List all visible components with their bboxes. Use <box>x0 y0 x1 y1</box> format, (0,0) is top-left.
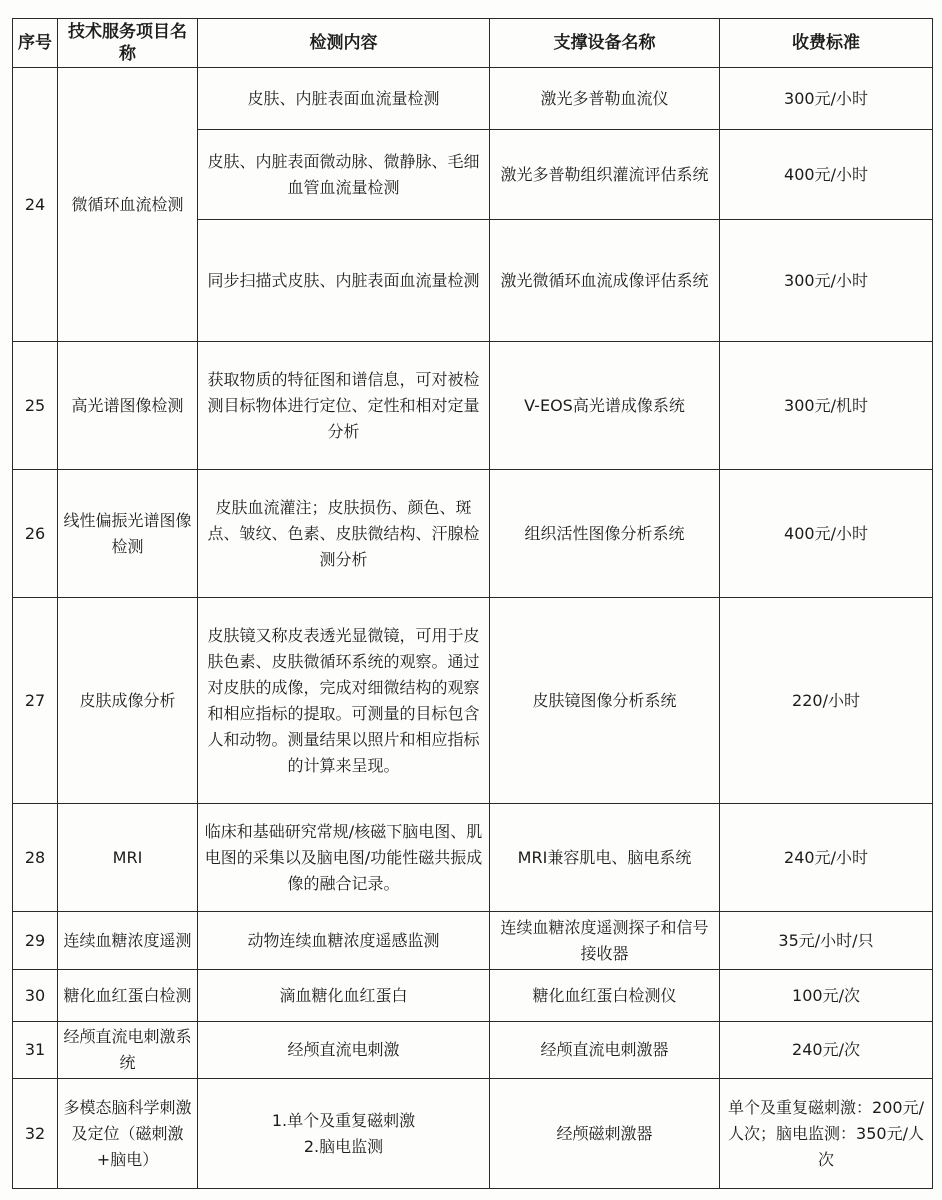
header-fee: 收费标准 <box>720 19 933 68</box>
row-no: 27 <box>13 598 58 804</box>
row-fee: 300元/小时 <box>720 68 933 130</box>
table-row <box>13 912 933 970</box>
row-equipment: 皮肤镜图像分析系统 <box>490 598 720 804</box>
row-no: 29 <box>13 912 58 970</box>
row-fee: 240元/小时 <box>720 804 933 912</box>
row-no: 24 <box>13 68 58 342</box>
row-fee: 35元/小时/只 <box>720 912 933 970</box>
row-equipment: 激光多普勒血流仪 <box>490 68 720 130</box>
row-equipment: 经颅直流电刺激器 <box>490 1022 720 1079</box>
service-fee-table <box>12 18 933 1189</box>
row-content: 皮肤血流灌注；皮肤损伤、颜色、斑点、皱纹、色素、皮肤微结构、汗腺检测分析 <box>198 470 490 598</box>
row-item: 经颅直流电刺激系统 <box>58 1022 198 1079</box>
row-fee: 220/小时 <box>720 598 933 804</box>
row-fee: 400元/小时 <box>720 130 933 220</box>
table-row <box>13 970 933 1022</box>
table-row <box>13 470 933 598</box>
table-row <box>13 598 933 804</box>
row-equipment: 连续血糖浓度遥测探子和信号接收器 <box>490 912 720 970</box>
table-row <box>13 342 933 470</box>
row-content: 滴血糖化血红蛋白 <box>198 970 490 1022</box>
header-item: 技术服务项目名称 <box>58 19 198 68</box>
row-fee: 300元/小时 <box>720 220 933 342</box>
content-line: 2.脑电监测 <box>303 1136 384 1156</box>
header-content: 检测内容 <box>198 19 490 68</box>
row-equipment: MRI兼容肌电、脑电系统 <box>490 804 720 912</box>
row-no: 28 <box>13 804 58 912</box>
row-fee: 300元/机时 <box>720 342 933 470</box>
row-content: 皮肤、内脏表面血流量检测 <box>198 68 490 130</box>
row-item: 皮肤成像分析 <box>58 598 198 804</box>
row-content: 皮肤镜又称皮表透光显微镜，可用于皮肤色素、皮肤微循环系统的观察。通过对皮肤的成像，完成对细微结构的观察和相应指标的提取。可测量的目标包含人和动物。测量结果以照片和相应指标的计算来呈现。 <box>198 598 490 804</box>
header-equipment: 支撑设备名称 <box>490 19 720 68</box>
row-item: 微循环血流检测 <box>58 68 198 342</box>
row-item: 糖化血红蛋白检测 <box>58 970 198 1022</box>
row-no: 26 <box>13 470 58 598</box>
row-content: 同步扫描式皮肤、内脏表面血流量检测 <box>198 220 490 342</box>
table-row <box>13 68 933 130</box>
content-line: 1.单个及重复磁刺激 <box>271 1110 416 1130</box>
row-no: 32 <box>13 1079 58 1189</box>
row-equipment: V-EOS高光谱成像系统 <box>490 342 720 470</box>
row-content: 临床和基础研究常规/核磁下脑电图、肌电图的采集以及脑电图/功能性磁共振成像的融合记录。 <box>198 804 490 912</box>
row-no: 25 <box>13 342 58 470</box>
row-content: 经颅直流电刺激 <box>198 1022 490 1079</box>
table-row <box>13 1079 933 1189</box>
row-no: 30 <box>13 970 58 1022</box>
fee-table-page <box>12 18 933 1189</box>
row-fee: 400元/小时 <box>720 470 933 598</box>
row-item: 连续血糖浓度遥测 <box>58 912 198 970</box>
row-fee: 240元/次 <box>720 1022 933 1079</box>
row-item: 多模态脑科学刺激及定位（磁刺激+脑电） <box>58 1079 198 1189</box>
row-equipment: 激光微循环血流成像评估系统 <box>490 220 720 342</box>
header-row <box>13 19 933 68</box>
row-content: 获取物质的特征图和谱信息，可对被检测目标物体进行定位、定性和相对定量分析 <box>198 342 490 470</box>
row-equipment: 组织活性图像分析系统 <box>490 470 720 598</box>
row-equipment: 激光多普勒组织灌流评估系统 <box>490 130 720 220</box>
row-item: 高光谱图像检测 <box>58 342 198 470</box>
row-content: 动物连续血糖浓度遥感监测 <box>198 912 490 970</box>
row-item: MRI <box>58 804 198 912</box>
row-item: 线性偏振光谱图像检测 <box>58 470 198 598</box>
table-row <box>13 1022 933 1079</box>
row-equipment: 糖化血红蛋白检测仪 <box>490 970 720 1022</box>
row-content <box>198 1079 490 1189</box>
table-row <box>13 804 933 912</box>
row-fee: 100元/次 <box>720 970 933 1022</box>
row-content: 皮肤、内脏表面微动脉、微静脉、毛细血管血流量检测 <box>198 130 490 220</box>
row-fee: 单个及重复磁刺激：200元/人次；脑电监测：350元/人次 <box>720 1079 933 1189</box>
row-no: 31 <box>13 1022 58 1079</box>
header-no: 序号 <box>13 19 58 68</box>
row-equipment: 经颅磁刺激器 <box>490 1079 720 1189</box>
